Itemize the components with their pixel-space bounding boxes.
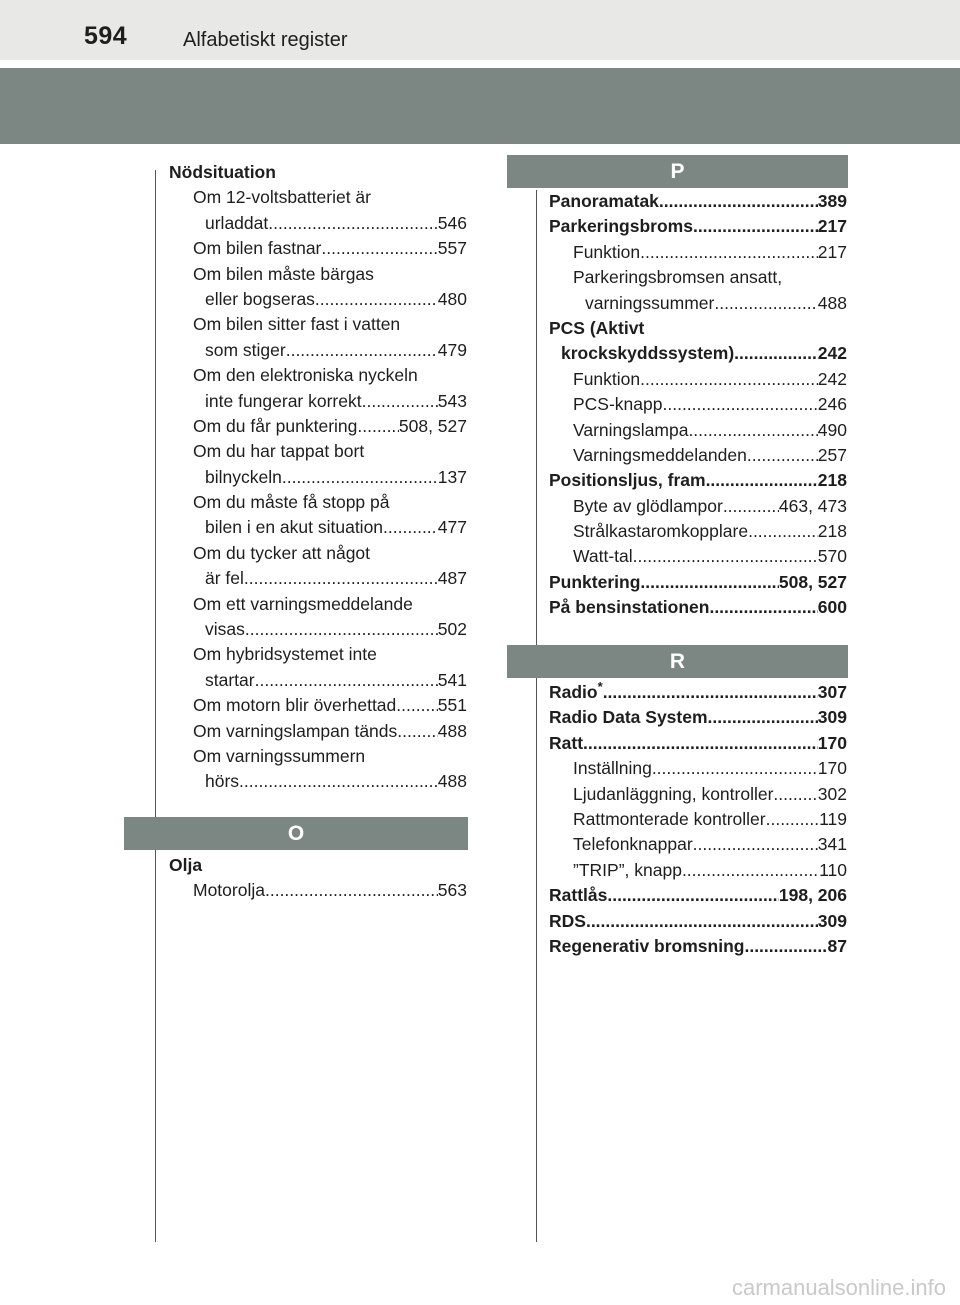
page-ref[interactable]: 170: [817, 758, 847, 779]
page-ref[interactable]: 217: [817, 216, 847, 237]
entry-text: inte fungerar korrekt: [205, 390, 362, 411]
entry-text: Funktion: [573, 368, 641, 389]
index-entry: PCS (Aktivt: [549, 317, 645, 338]
entry-text: Motorolja: [193, 880, 265, 901]
entry-text: Om varningslampan tänds: [193, 720, 398, 741]
index-entry: [549, 883, 847, 908]
entry-text: Strålkastaromkopplare: [573, 521, 749, 542]
watermark: carmanualsonline.info: [731, 1275, 946, 1300]
index-entry: Om bilen måste bärgas: [193, 263, 374, 284]
page-ref[interactable]: 302: [817, 783, 847, 804]
index-entry: [549, 468, 847, 493]
index-entry: [549, 367, 847, 392]
section-header-o: O: [124, 817, 468, 850]
entry-text: Punktering: [549, 571, 641, 592]
page-ref[interactable]: 389: [817, 191, 847, 211]
entry-text: visas: [205, 619, 245, 640]
index-entry: [169, 414, 467, 439]
index-entry: [549, 832, 847, 857]
entry-text: [549, 680, 603, 705]
index-entry: [549, 341, 847, 366]
entry-text: som stiger: [205, 339, 286, 360]
entry-text: Varningsmeddelanden: [573, 444, 747, 465]
section-header-r: R: [507, 645, 848, 678]
index-entry: [549, 240, 847, 265]
index-entry: Om bilen sitter fast i vatten: [193, 314, 401, 335]
index-column-left: [169, 160, 467, 795]
page-ref[interactable]: 487: [437, 568, 467, 589]
index-entry: Om du har tappat bort: [193, 441, 365, 462]
index-column-left-o: [169, 853, 467, 904]
index-entry: [169, 465, 467, 490]
index-entry: [549, 934, 847, 959]
index-entry: [549, 909, 847, 934]
entry-text: Inställning: [573, 758, 652, 779]
entry-text: Om motorn blir överhettad: [193, 695, 397, 716]
page-ref[interactable]: 87: [827, 935, 847, 956]
page-ref[interactable]: 217: [817, 241, 847, 262]
index-entry: [169, 719, 467, 744]
entry-text: Byte av glödlampor: [573, 495, 723, 516]
column-divider-right: [536, 190, 537, 1242]
entry-text: Funktion: [573, 241, 641, 262]
index-entry: [169, 668, 467, 693]
index-entry: [549, 705, 847, 730]
index-entry: [549, 570, 847, 595]
page-ref[interactable]: 257: [817, 444, 847, 465]
page-ref[interactable]: 479: [437, 339, 467, 360]
page-ref[interactable]: 480: [437, 288, 467, 309]
entry-text: urladdat: [205, 212, 269, 233]
page-ref[interactable]: 543: [437, 390, 467, 411]
index-entry: [169, 389, 467, 414]
index-entry: [549, 595, 847, 620]
entry-text: Varningslampa: [573, 419, 689, 440]
page-ref[interactable]: 490: [817, 419, 847, 440]
index-entry: [169, 287, 467, 312]
page-title: Alfabetiskt register: [183, 29, 348, 51]
page-ref[interactable]: 463, 473: [778, 495, 847, 516]
entry-text: hörs: [205, 771, 240, 792]
index-entry: [549, 189, 847, 214]
page-ref[interactable]: 218: [817, 521, 847, 542]
index-entry: [549, 731, 847, 756]
index-entry: [549, 807, 847, 832]
page-ref[interactable]: 119: [819, 808, 847, 829]
entry-text: är fel: [205, 568, 244, 589]
index-entry: [549, 782, 847, 807]
page-ref[interactable]: 570: [817, 546, 847, 567]
index-column-right-p: [549, 189, 847, 621]
page-ref[interactable]: 477: [437, 517, 467, 538]
page-ref[interactable]: 218: [817, 470, 847, 491]
index-entry: [169, 617, 467, 642]
page-ref[interactable]: 508, 527: [398, 415, 467, 436]
entry-text: På bensinstationen: [549, 597, 710, 618]
index-entry: [549, 680, 847, 705]
entry-text: ”TRIP”, knapp: [573, 859, 682, 880]
index-entry: [169, 878, 467, 903]
index-entry: [549, 392, 847, 417]
entry-text: Ljudanläggning, kontroller: [573, 783, 774, 804]
page-ref[interactable]: 551: [437, 695, 467, 716]
section-header-p: P: [507, 155, 848, 188]
page-header: [0, 0, 960, 60]
entry-text: Ratt: [549, 732, 584, 753]
page-ref[interactable]: 341: [817, 834, 847, 855]
entry-text: Parkeringsbroms: [549, 216, 693, 237]
entry-text: Telefonknappar: [573, 834, 693, 855]
page-ref[interactable]: 541: [437, 669, 467, 690]
index-entry: Parkeringsbromsen ansatt,: [573, 267, 783, 288]
entry-text: Panoramatak: [549, 191, 659, 211]
index-entry: Om 12-voltsbatteriet är: [193, 187, 371, 208]
entry-text: Rattmonterade kontroller: [573, 808, 766, 829]
index-entry: Om du tycker att något: [193, 542, 371, 563]
index-entry: [549, 519, 847, 544]
page-ref[interactable]: 309: [817, 707, 847, 728]
page-ref[interactable]: 242: [817, 343, 847, 364]
entry-text: Watt-tal: [573, 546, 633, 567]
entry-text: Rattlås: [549, 885, 608, 906]
entry-text: krockskyddssystem): [561, 343, 735, 364]
index-entry: [549, 291, 847, 316]
index-entry: Om varningssummern: [193, 745, 366, 766]
page-ref[interactable]: 546: [437, 212, 467, 233]
page-ref[interactable]: 508, 527: [778, 571, 847, 592]
entry-text: eller bogseras: [205, 288, 315, 309]
entry-text: Om du får punktering: [193, 415, 358, 436]
entry-text: Radio Data System: [549, 707, 708, 728]
entry-text: startar: [205, 669, 255, 690]
page-ref[interactable]: 563: [437, 880, 467, 901]
page-ref[interactable]: 488: [437, 720, 467, 741]
entry-text: RDS: [549, 910, 586, 931]
column-divider-left: [155, 170, 156, 1242]
index-entry: [549, 494, 847, 519]
page-ref[interactable]: 137: [437, 466, 467, 487]
index-entry: [549, 858, 847, 883]
index-entry: [169, 338, 467, 363]
entry-text: Om bilen fastnar: [193, 238, 322, 259]
page-ref[interactable]: 600: [817, 597, 847, 618]
header-band: [0, 68, 960, 144]
page-ref[interactable]: 502: [437, 619, 467, 640]
page-ref[interactable]: 170: [817, 732, 847, 753]
index-entry: [169, 566, 467, 591]
page-number: 594: [84, 22, 128, 50]
entry-text: bilnyckeln: [205, 466, 282, 487]
entry-text: Radio: [549, 682, 598, 702]
index-column-right-r: [549, 680, 847, 959]
index-entry: [169, 769, 467, 794]
index-heading: Nödsituation: [169, 162, 276, 182]
index-entry: [169, 236, 467, 261]
index-entry: [169, 211, 467, 236]
entry-text: PCS-knapp: [573, 394, 663, 415]
index-entry: [169, 693, 467, 718]
page-ref[interactable]: 557: [437, 238, 467, 259]
entry-text: Regenerativ bromsning: [549, 935, 745, 956]
index-entry: [549, 443, 847, 468]
index-entry: Om ett varningsmeddelande: [193, 593, 413, 614]
page-ref[interactable]: 488: [437, 771, 467, 792]
index-entry: [169, 515, 467, 540]
index-entry: Om hybridsystemet inte: [193, 644, 377, 665]
entry-text: bilen i en akut situation: [205, 517, 384, 538]
page-ref[interactable]: 242: [817, 368, 847, 389]
footnote-star: *: [597, 679, 603, 694]
page-ref[interactable]: 488: [817, 292, 847, 313]
index-entry: Om du måste få stopp på: [193, 492, 390, 513]
index-entry: [549, 214, 847, 239]
index-entry: [549, 418, 847, 443]
page-ref[interactable]: 198, 206: [778, 885, 847, 906]
page-ref[interactable]: 246: [817, 394, 847, 415]
index-entry: [549, 544, 847, 569]
entry-text: Positionsljus, fram: [549, 470, 706, 491]
page-ref[interactable]: 309: [817, 910, 847, 931]
entry-text: varningssummer: [585, 292, 715, 313]
page-ref[interactable]: 307: [817, 682, 847, 702]
index-heading: Olja: [169, 855, 203, 875]
index-entry: Om den elektroniska nyckeln: [193, 365, 418, 386]
index-entry: [549, 756, 847, 781]
page-ref[interactable]: 110: [819, 859, 847, 880]
